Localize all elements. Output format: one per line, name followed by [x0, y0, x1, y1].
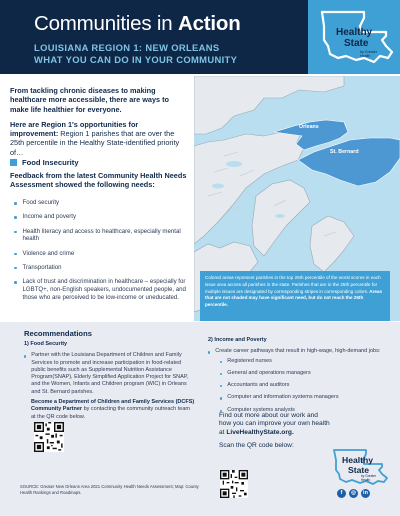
list-item: Accountants and auditors	[220, 382, 388, 389]
needs-list	[14, 199, 192, 308]
healthy-state-logo-footer	[330, 446, 390, 486]
list-item: Computer and information systems managers	[220, 394, 388, 401]
logo-subtext: by Greater Health	[360, 50, 377, 58]
dcfs-qr-code[interactable]	[34, 422, 64, 452]
list-item: Food security	[14, 199, 192, 207]
list-item: Computer systems analysts	[220, 407, 388, 414]
section-heading: Food Insecurity	[10, 158, 79, 167]
logo-text: Healthy State	[342, 455, 374, 475]
list-item: Partner with the Louisiana Department of Children and Family Services to promote and increase participation in food-related public benefits such as Supplemental Nutrition Assistance Program(SNAP), Elderly Simplified Application Project for SNAP, and the Women, Infants and Children program (WIC) in Orleans and St. Bernard parishes.	[24, 352, 196, 396]
page-title: Communities in Action	[34, 12, 241, 35]
map-label-orleans: Orleans	[299, 124, 319, 130]
recommendation-heading: 2) Income and Poverty	[208, 337, 267, 343]
website-link[interactable]: LiveHealthyState.org	[226, 428, 292, 436]
facebook-icon[interactable]: f	[337, 489, 346, 498]
recommendations-title: Recommendations	[24, 329, 92, 338]
career-list	[220, 358, 388, 414]
intro-text: From tackling chronic diseases to making healthcare more accessible, there are ways to make life healthier for everyone. Here are Region 1's opportunities for improvement: Region 1 parishes that are over the 25th percentile in the Healthy State-identified priority of…	[10, 86, 180, 157]
linkedin-icon[interactable]: in	[361, 489, 370, 498]
instagram-icon[interactable]: ◎	[349, 489, 358, 498]
page-subtitle: LOUISIANA REGION 1: NEW ORLEANS WHAT YOU CAN DO IN YOUR COMMUNITY	[34, 42, 238, 65]
logo-subtext: by Greater Health	[361, 474, 377, 482]
list-item: Income and poverty	[14, 213, 192, 221]
list-item: Create career pathways that result in high-wage, high-demand jobs:	[208, 348, 388, 355]
list-item: Registered nurses	[220, 358, 388, 365]
recommendation-income-poverty	[208, 337, 388, 419]
dcfs-callout: Become a Department of Children and Family Services (DCFS) Community Partner by contacting the community outreach team at the QR code below.	[31, 399, 195, 420]
social-links	[337, 489, 373, 498]
map-note: Colored areas represent parishes in the top 25th percentile of the worst scores in each issue area across all parishes in the state. Parishes that are in the 25th percentile for multiple issues are designated by corresponding stripes in corresponding colors. Areas that are not shaded may have significant need, but do not reach the 25th percentile.	[200, 271, 390, 321]
list-item: General and operations managers	[220, 370, 388, 377]
healthy-state-logo	[308, 0, 400, 74]
square-bullet-icon	[10, 159, 17, 166]
website-qr-code[interactable]	[220, 470, 248, 498]
recommendation-food-security	[24, 341, 196, 421]
source-note: SOURCE: Greater New Orleans Area 2021 Community Health Needs Assessment; Map: County Health Rankings and Roadmaps.	[20, 484, 199, 495]
map-label-st-bernard: St. Bernard	[330, 149, 359, 155]
list-item: Transportation	[14, 264, 192, 272]
logo-text: Healthy State	[336, 27, 373, 49]
list-item: Health literacy and access to healthcare, especially mental health	[14, 228, 192, 243]
recommendation-heading: 1) Food Security	[24, 341, 68, 347]
list-item: Lack of trust and discrimination in healthcare – especially for LGBTQ+, non-English speakers, undocumented people, and those who are perceived to be low-income or uneducated.	[14, 278, 192, 301]
feedback-intro: Feedback from the latest Community Health Needs Assessment showed the following needs:	[10, 171, 187, 190]
list-item: Violence and crime	[14, 250, 192, 258]
header-banner	[0, 0, 400, 74]
call-to-action: Find out more about our work and how you can improve your own health at LiveHealthyState.org. Scan the QR code below:	[219, 412, 330, 450]
